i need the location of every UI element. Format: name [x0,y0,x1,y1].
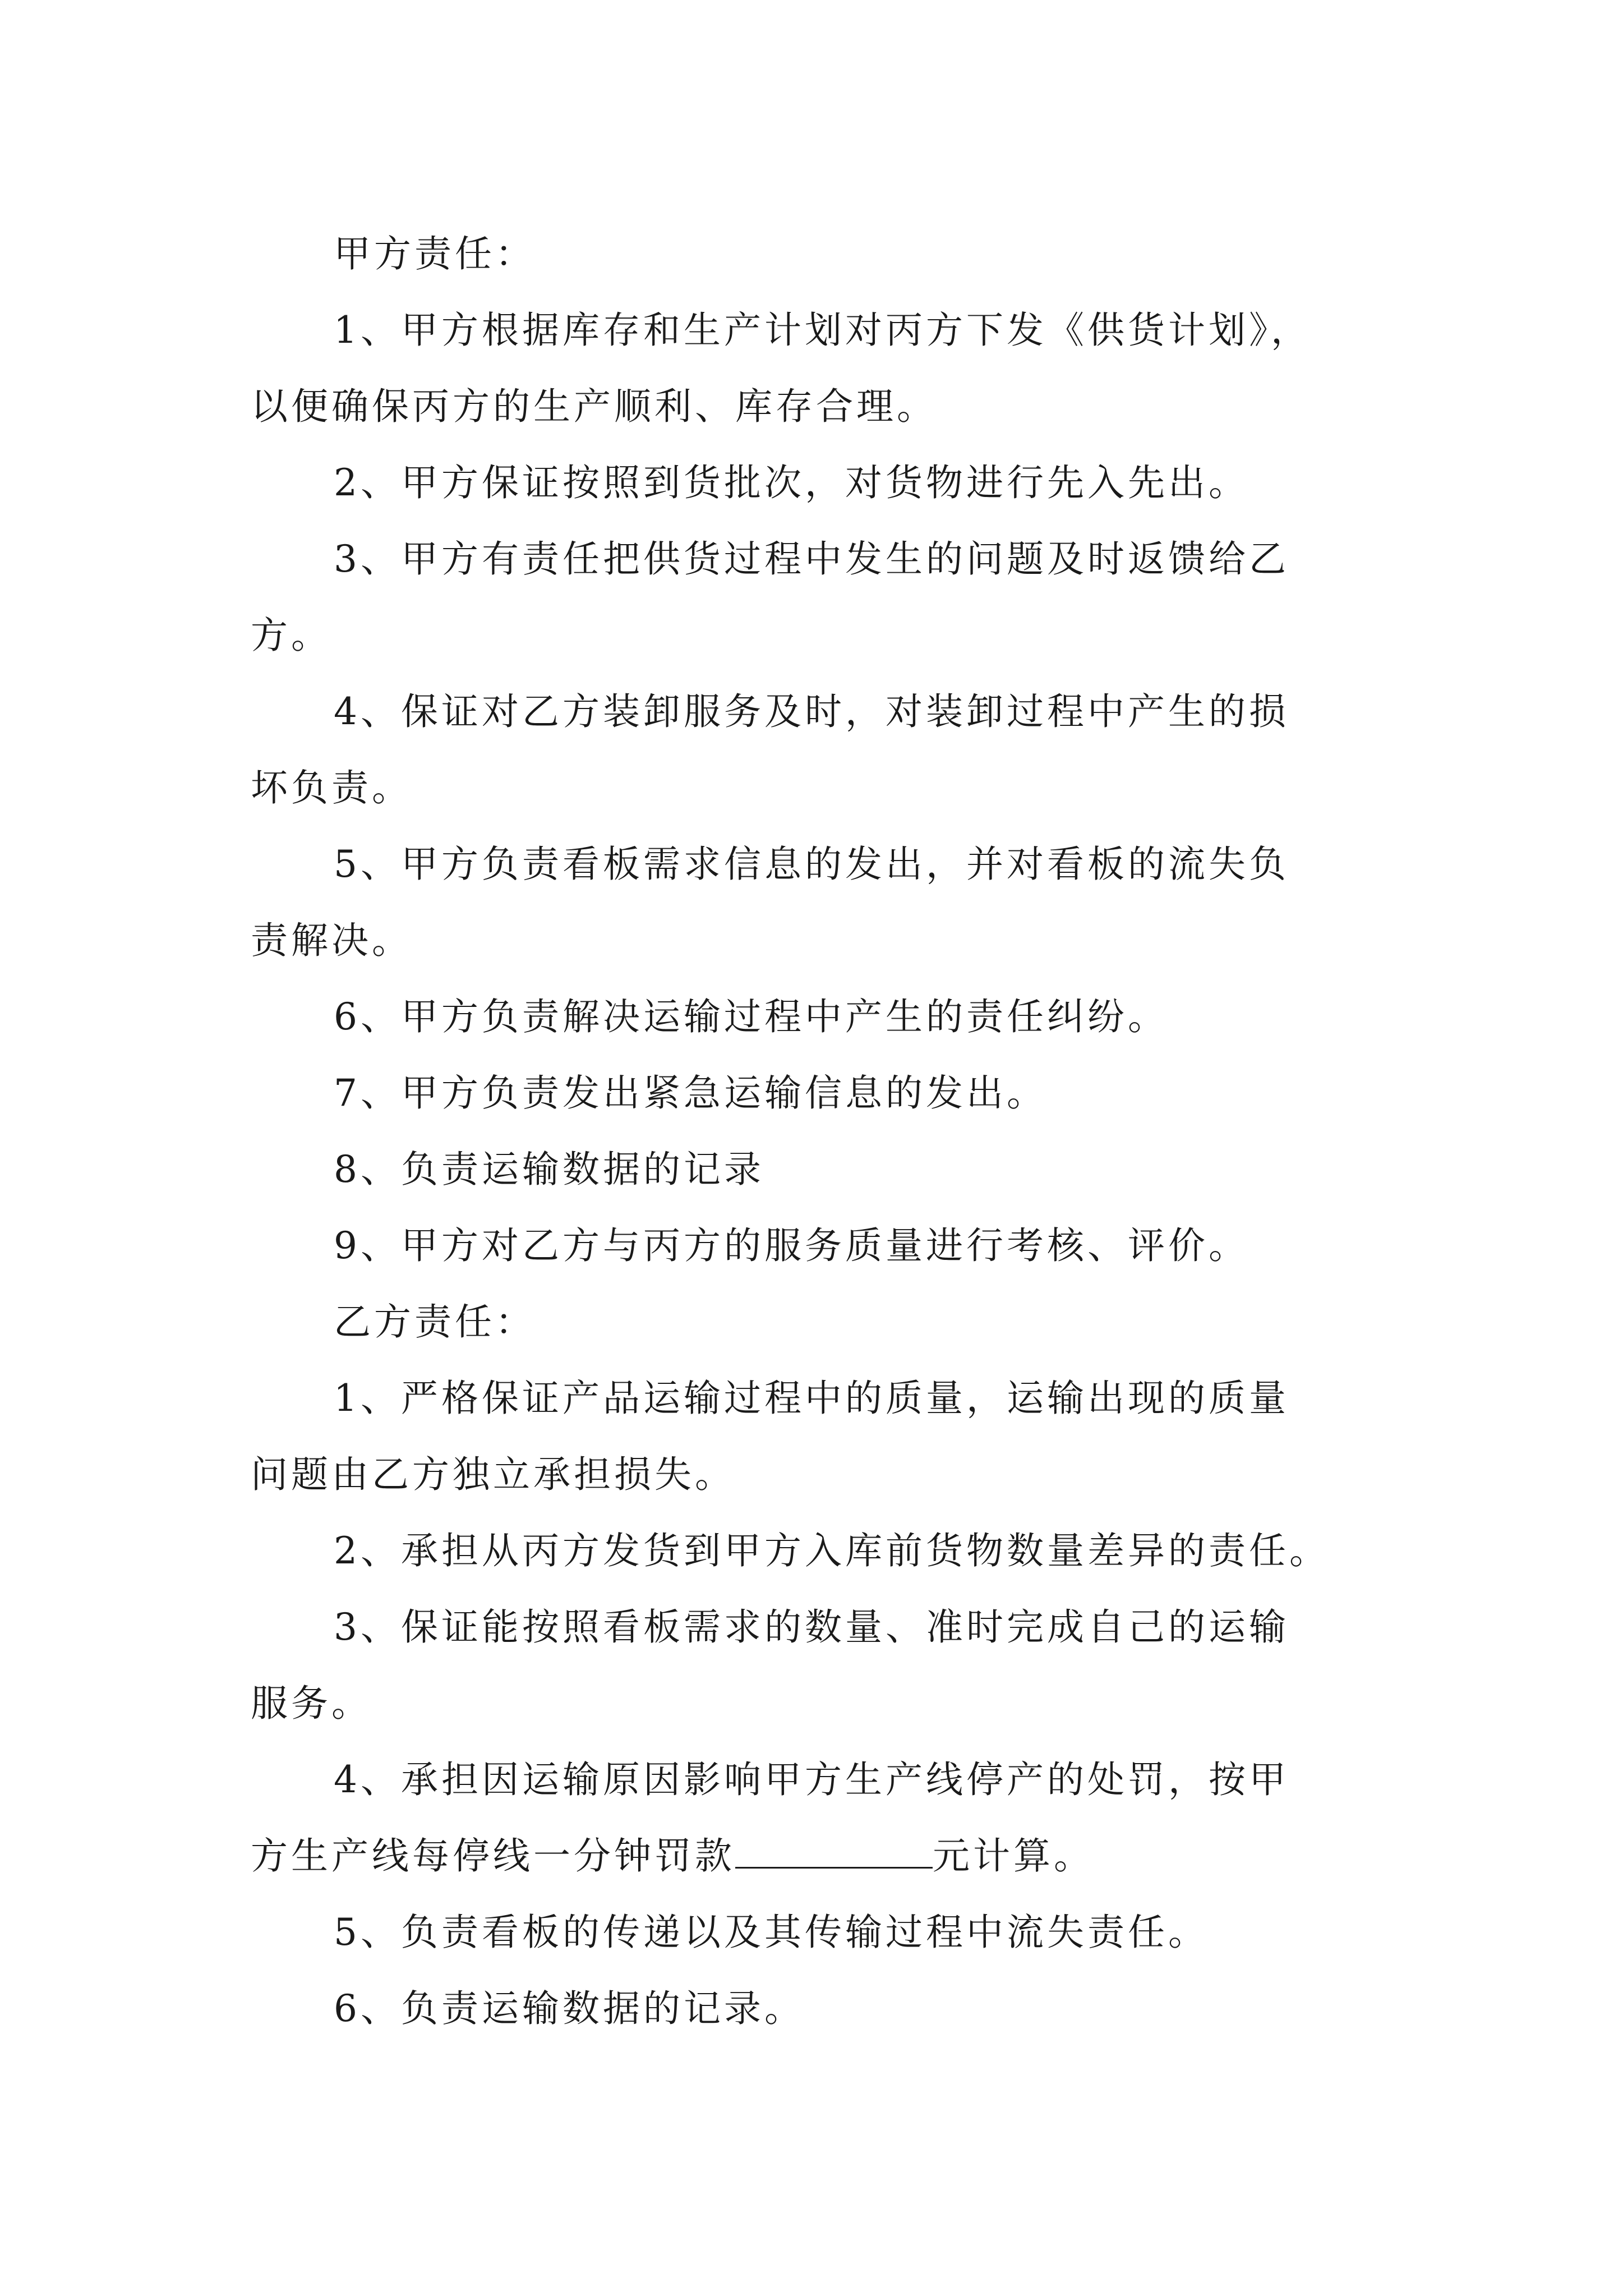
party-b-item-5: 5、负责看板的传递以及其传输过程中流失责任。 [334,1911,1209,1954]
party-a-item-3-line-2: 方。 [251,614,331,657]
party-b-item-3-line-1: 3、保证能按照看板需求的数量、准时完成自己的运输 [334,1605,1289,1649]
party-a-item-9: 9、甲方对乙方与丙方的服务质量进行考核、评价。 [334,1224,1249,1267]
fine-amount-blank [735,1832,933,1869]
party-a-item-5-line-1: 5、甲方负责看板需求信息的发出，并对看板的流失负 [334,843,1289,886]
document-body [251,216,1395,2047]
party-a-item-2: 2、甲方保证按照到货批次，对货物进行先入先出。 [334,461,1249,504]
party-a-item-3-line-1: 3、甲方有责任把供货过程中发生的问题及时返馈给乙 [334,537,1289,581]
party-a-item-6: 6、甲方负责解决运输过程中产生的责任纠纷。 [334,995,1168,1038]
party-a-item-4-line-1: 4、保证对乙方装卸服务及时，对装卸过程中产生的损 [334,690,1289,733]
party-b-item-1-line-2: 问题由乙方独立承担损失。 [251,1453,735,1496]
fine-text-after-blank: 元计算。 [933,1834,1094,1878]
party-a-item-4-line-2: 坏负责。 [251,766,412,809]
party-a-item-1 [251,292,1395,445]
party-a-item-1-line-2: 以便确保丙方的生产顺利、库存合理。 [251,385,937,428]
party-a-item-7: 7、甲方负责发出紧急运输信息的发出。 [334,1071,1047,1115]
party-b-item-2: 2、承担从丙方发货到甲方入库前货物数量差异的责任。 [334,1529,1330,1572]
party-b-item-1-line-1: 1、严格保证产品运输过程中的质量，运输出现的质量 [334,1377,1289,1420]
party-b-item-4 [251,1742,1395,1894]
party-b-item-3 [251,1589,1395,1742]
party-b-item-4-line-1: 4、承担因运输原因影响甲方生产线停产的处罚，按甲 [334,1758,1289,1801]
party-b-heading: 乙方责任： [334,1300,536,1343]
party-b-item-3-line-2: 服务。 [251,1682,372,1725]
party-a-item-1-line-1: 1、甲方根据库存和生产计划对丙方下发《供货计划》， [334,309,1311,352]
party-a-heading: 甲方责任： [334,232,536,275]
party-a-item-3 [251,521,1395,674]
party-a-item-5 [251,826,1395,979]
party-a-item-4 [251,674,1395,826]
party-a-item-5-line-2: 责解决。 [251,919,412,962]
party-a-item-8: 8、负责运输数据的记录 [334,1148,764,1191]
fine-text-before-blank: 方生产线每停线一分钟罚款 [251,1834,735,1878]
party-b-item-1 [251,1360,1395,1513]
party-b-item-6: 6、负责运输数据的记录。 [334,1987,805,2030]
party-b-item-4-line-2 [251,1818,1395,1894]
